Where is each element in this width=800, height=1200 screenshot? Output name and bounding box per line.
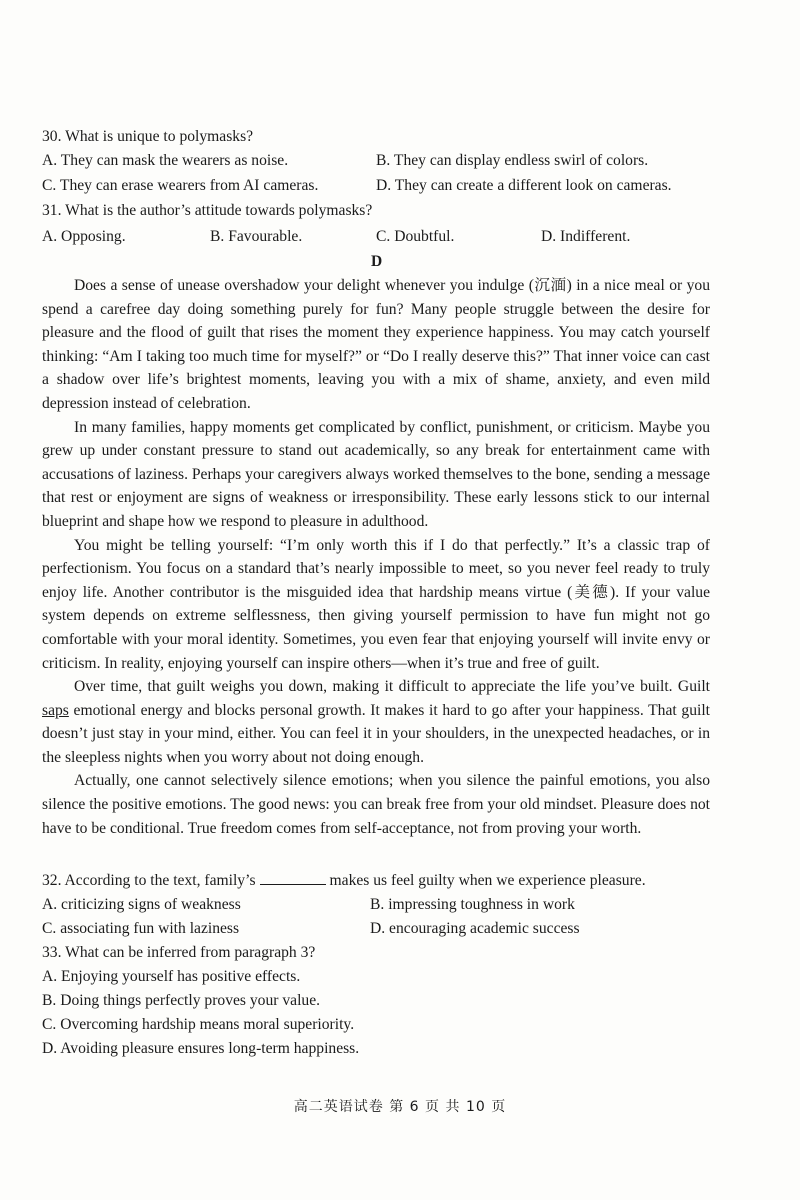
paragraph-4-part-2: emotional energy and blocks personal growth. It makes it hard to go after your happiness. That guilt doesn’t just stay in your mind, either. You can feel it in your shoulders, in the unexpected headaches, or in the sleepless nights when you worry about not doing enough. (42, 701, 710, 766)
q33-option-a: A. Enjoying yourself has positive effects. (42, 968, 301, 985)
q33-option-b: B. Doing things perfectly proves your value. (42, 992, 321, 1009)
paragraph-2: In many families, happy moments get complicated by conflict, punishment, or criticism. Maybe you grew up under constant pressure to stand out academically, so any break for entertainment came with accusations of laziness. Perhaps your caregivers always worked themselves to the bone, sending a message that rest or enjoyment are signs of weakness or irresponsibility. These early lessons stick to our internal blueprint and shape how we respond to pleasure in adulthood. (42, 418, 710, 530)
q32-stem-part-1: 32. According to the text, family’s (42, 872, 256, 889)
q30-option-a: A. They can mask the wearers as noise. (42, 152, 289, 169)
q31-option-a: A. Opposing. (42, 228, 126, 245)
q31-option-c: C. Doubtful. (376, 228, 455, 245)
q30-option-c: C. They can erase wearers from AI cameras. (42, 177, 319, 194)
q32-option-c: C. associating fun with laziness (42, 920, 240, 937)
q32-option-a: A. criticizing signs of weakness (42, 896, 241, 913)
section-heading: D (371, 253, 383, 270)
paragraph-4 (42, 675, 710, 769)
paragraph-5: Actually, one cannot selectively silence emotions; when you silence the painful emotions, you also silence the positive emotions. The good news: you can break free from your old mindset. Pleasure does not have to be conditional. True freedom comes from self-acceptance, not from proving your worth. (42, 772, 710, 837)
q32-stem-part-2: makes us feel guilty when we experience pleasure. (329, 872, 646, 889)
question-33-stem: 33. What can be inferred from paragraph 3? (42, 944, 316, 961)
question-32-stem (42, 870, 646, 891)
underlined-word: saps (42, 701, 69, 719)
answer-blank (260, 870, 326, 885)
paragraph-3: You might be telling yourself: “I’m only worth this if I do that perfectly.” It’s a classic trap of perfectionism. You focus on a standard that’s nearly impossible to meet, so you never feel ready to truly enjoy life. Another contributor is the misguided idea that hardship means virtue (美德). If your value system depends on extreme selflessness, then giving yourself permission to have fun might not go comfortable with your moral identity. Sometimes, you even fear that enjoying yourself will invite envy or criticism. In reality, enjoying yourself can inspire others—when it’s true and free of guilt. (42, 536, 710, 672)
q33-option-d: D. Avoiding pleasure ensures long-term happiness. (42, 1040, 360, 1057)
paragraph-1: Does a sense of unease overshadow your delight whenever you indulge (沉湎) in a nice meal or you spend a carefree day doing something purely for fun? Many people struggle between the desire for pleasure and the flood of guilt that rises the moment they experience happiness. You may catch yourself thinking: “Am I taking too much time for myself?” or “Do I really deserve this?” That inner voice can cast a shadow over life’s brightest moments, leaving you with a mix of shame, anxiety, and even mild depression instead of celebration. (42, 277, 710, 412)
reading-passage (42, 274, 710, 840)
q32-option-b: B. impressing toughness in work (370, 896, 575, 913)
q32-option-d: D. encouraging academic success (370, 920, 580, 937)
q31-option-b: B. Favourable. (210, 228, 303, 245)
q30-option-b: B. They can display endless swirl of colors. (376, 152, 649, 169)
q31-option-d: D. Indifferent. (541, 228, 631, 245)
page-footer: 高二英语试卷 第 6 页 共 10 页 (293, 1099, 507, 1115)
question-30-stem: 30. What is unique to polymasks? (42, 128, 254, 145)
paragraph-4-part-1: Over time, that guilt weighs you down, making it difficult to appreciate the life you’ve built. Guilt (74, 678, 710, 696)
question-31-stem: 31. What is the author’s attitude towards polymasks? (42, 202, 373, 219)
q30-option-d: D. They can create a different look on cameras. (376, 177, 672, 194)
q33-option-c: C. Overcoming hardship means moral superiority. (42, 1016, 355, 1033)
